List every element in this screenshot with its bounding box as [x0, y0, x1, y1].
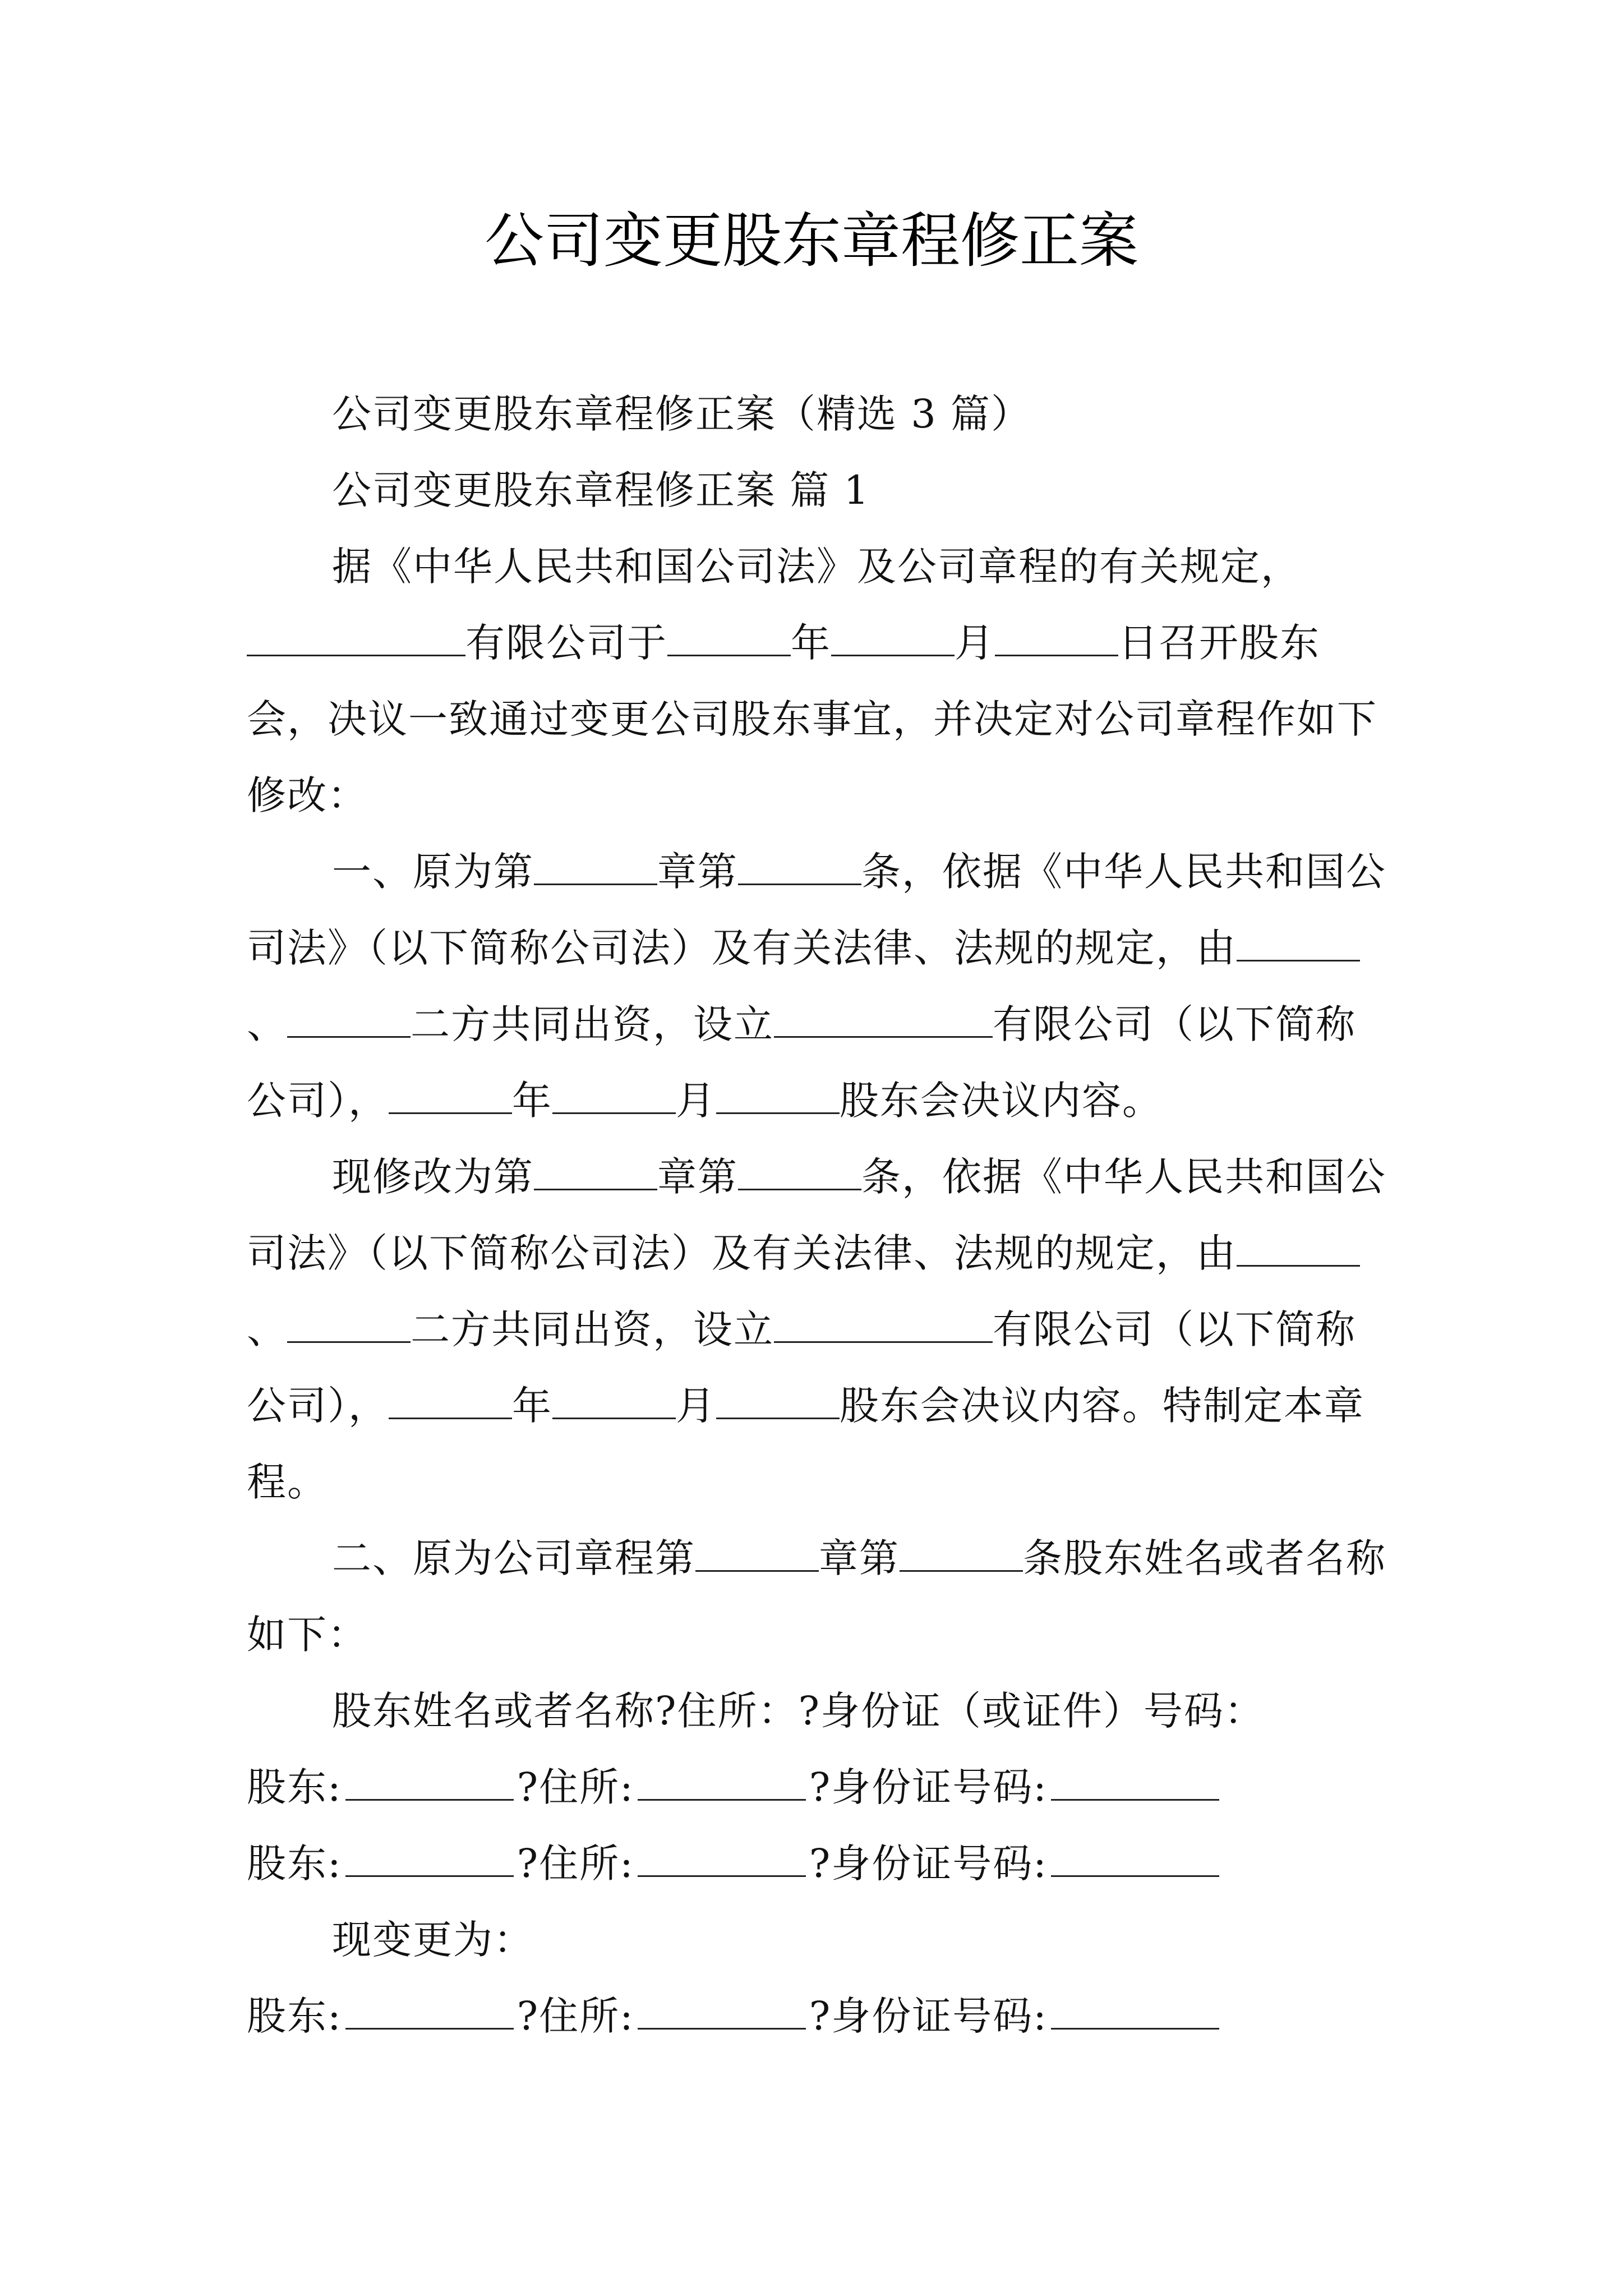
blank-year	[667, 620, 791, 656]
blank-company-name	[774, 1001, 993, 1038]
blank-shareholder-name	[345, 1841, 514, 1877]
paragraph-intro: 据《中华人民共和国公司法》及公司章程的有关规定，有限公司于 年 月 日召开股东会，决议一致通过变更公司股东事宜，并决定对公司章程作如下修改：	[247, 544, 1377, 818]
blank-company-name	[774, 1306, 993, 1343]
blank-party-b	[287, 1306, 411, 1343]
blank-article	[900, 1535, 1023, 1572]
blank-month	[552, 1383, 676, 1419]
blank-address	[638, 1993, 806, 2030]
blank-id-number	[1051, 1841, 1219, 1877]
paragraph-original-article: 一、原为第 章第 条，依据《中华人民共和国公司法》（以下简称公司法）及有关法律、法规的规定，由、 二方共同出资，设立 有限公司（以下简称公司）， 年 月 股东会决议内容。	[247, 849, 1386, 1124]
shareholder-row-original-2: 股东: ?住所: ?身份证号码:	[247, 1825, 1391, 1902]
blank-article	[738, 1154, 861, 1190]
blank-address	[638, 1841, 806, 1877]
blank-month	[831, 620, 955, 656]
blank-year	[389, 1383, 512, 1419]
blank-chapter	[534, 849, 657, 885]
blank-party-b	[287, 1001, 411, 1038]
paragraph-shareholder-header: 股东姓名或者名称?住所：?身份证（或证件）号码：	[332, 1688, 1265, 1734]
paragraph-change-to: 现变更为：	[332, 1917, 534, 1963]
blank-address	[638, 1764, 806, 1801]
blank-id-number	[1051, 1764, 1219, 1801]
blank-shareholder-name	[345, 1993, 514, 2030]
blank-company-name	[247, 620, 465, 656]
paragraph-chapter-heading: 公司变更股东章程修正案 篇 1	[332, 467, 870, 513]
paragraph-shareholder-clause: 二、原为公司章程第 章第 条股东姓名或者名称如下：	[247, 1535, 1386, 1658]
blank-chapter	[695, 1535, 819, 1572]
paragraph-amended-article: 现修改为第 章第 条，依据《中华人民共和国公司法》（以下简称公司法）及有关法律、法规的规定，由、 二方共同出资，设立 有限公司（以下简称公司）， 年 月 股东会决议内容。特制定本章程。	[247, 1154, 1386, 1505]
blank-id-number	[1051, 1993, 1219, 2030]
blank-party-a	[1237, 1230, 1360, 1267]
paragraph-subtitle: 公司变更股东章程修正案（精选 3 篇）	[332, 391, 1032, 437]
blank-day	[716, 1383, 840, 1419]
blank-day	[995, 620, 1118, 656]
shareholder-row-original-1: 股东: ?住所: ?身份证号码:	[247, 1749, 1391, 1825]
blank-day	[716, 1078, 840, 1114]
document-title: 公司变更股东章程修正案	[485, 206, 1138, 275]
shareholder-row-new-1: 股东: ?住所: ?身份证号码:	[247, 1978, 1391, 2054]
blank-month	[552, 1078, 676, 1114]
blank-chapter	[534, 1154, 657, 1190]
document-body	[247, 376, 1391, 2054]
blank-article	[738, 849, 861, 885]
blank-year	[389, 1078, 512, 1114]
blank-shareholder-name	[345, 1764, 514, 1801]
blank-party-a	[1237, 925, 1360, 961]
